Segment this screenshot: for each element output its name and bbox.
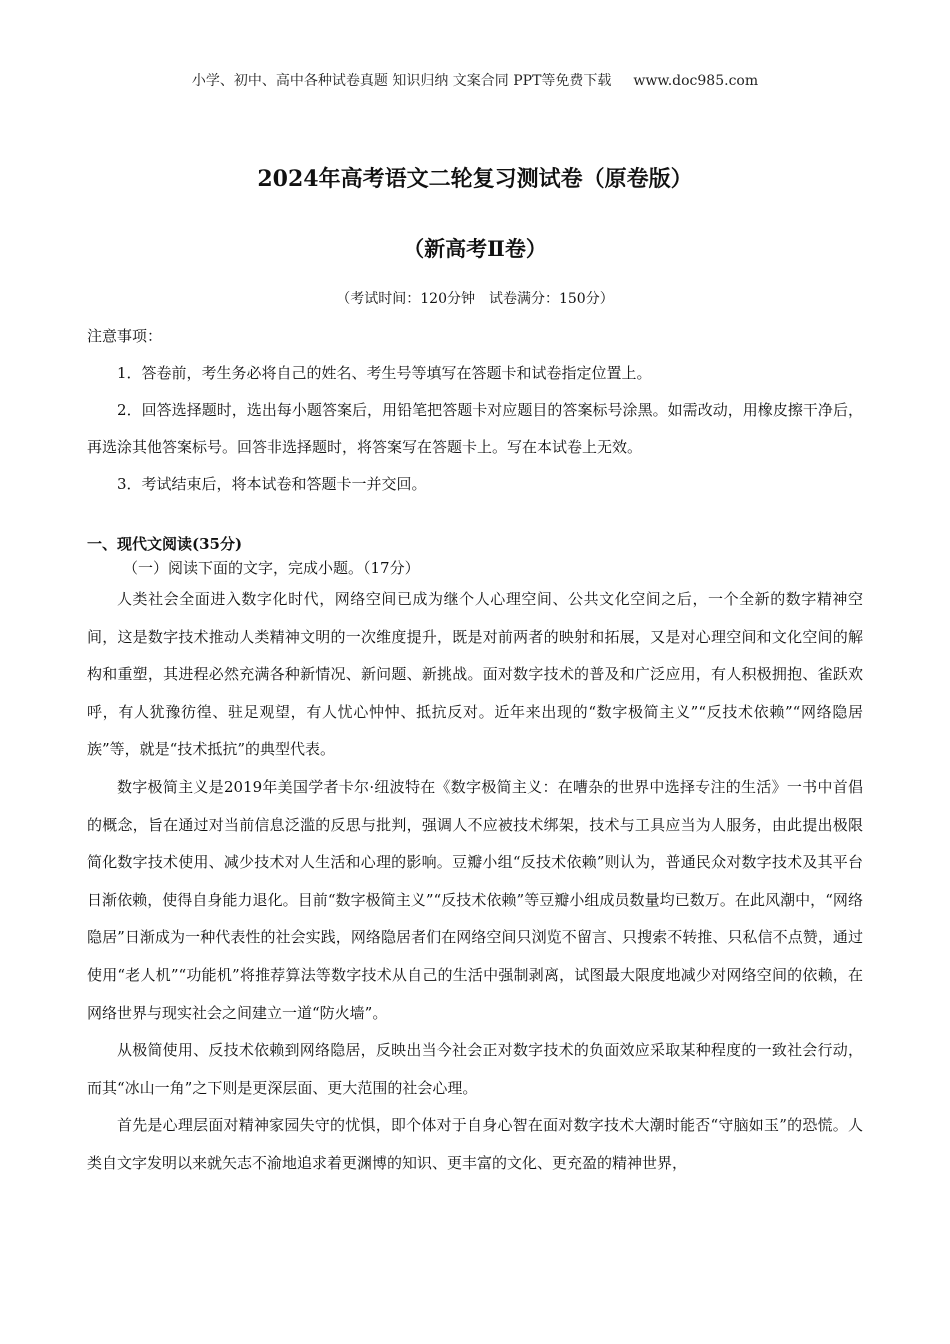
page-header (0, 70, 950, 90)
passage-paragraph: 数字极简主义是2019年美国学者卡尔·纽波特在《数字极简主义：在嘈杂的世界中选择专注的生活》一书中首倡的概念，旨在通过对当前信息泛滥的反思与批判，强调人不应被技术绑架，技术与工具应当为人服务，由此提出极限简化数字技术使用、减少技术对人生活和心理的影响。豆瓣小组“反技术依赖”则认为，普通民众对数字技术及其平台日渐依赖，使得自身能力退化。目前“数字极简主义”“反技术依赖”等豆瓣小组成员数量均已数万。在此风潮中，“网络隐居”日渐成为一种代表性的社会实践，网络隐居者们在网络空间只浏览不留言、只搜索不转推、只私信不点赞，通过使用“老人机”“功能机”将推荐算法等数字技术从自己的生活中强制剥离，试图最大限度地减少对网络空间的依赖，在网络世界与现实社会之间建立一道“防火墙”。 (87, 777, 863, 1022)
exam-title: 2024年高考语文二轮复习测试卷（原卷版） (257, 166, 693, 192)
exam-content (87, 318, 863, 1183)
notice-item: 2．回答选择题时，选出每小题答案后，用铅笔把答题卡对应题目的答案标号涂黑。如需改动，用橡皮擦干净后，再选涂其他答案标号。回答非选择题时，将答案写在答题卡上。写在本试卷上无效。 (87, 401, 863, 456)
notice-label: 注意事项： (87, 327, 163, 345)
part-title: （一）阅读下面的文字，完成小题。（17分） (123, 559, 420, 577)
header-text: 小学、初中、高中各种试卷真题 知识归纳 文案合同 PPT等免费下载 (191, 73, 612, 89)
passage-paragraph: 首先是心理层面对精神家园失守的忧惧，即个体对于自身心智在面对数字技术大潮时能否“守脑如玉”的恐慌。人类自文字发明以来就矢志不渝地追求着更渊博的知识、更丰富的文化、更充盈的精神世界， (87, 1116, 863, 1172)
passage-paragraph: 人类社会全面进入数字化时代，网络空间已成为继个人心理空间、公共文化空间之后，一个全新的数字精神空间，这是数字技术推动人类精神文明的一次维度提升，既是对前两者的映射和拓展，又是对心理空间和文化空间的解构和重塑，其进程必然充满各种新情况、新问题、新挑战。面对数字技术的普及和广泛应用，有人积极拥抱、雀跃欢呼，有人犹豫彷徨、驻足观望，有人忧心忡忡、抵抗反对。近年来出现的“数字极简主义”“反技术依赖”“网络隐居族”等，就是“技术抵抗”的典型代表。 (87, 590, 863, 759)
header-site-link[interactable]: www.doc985.com (633, 73, 759, 89)
notice-item: 1．答卷前，考生务必将自己的姓名、考生号等填写在答题卡和试卷指定位置上。 (117, 364, 652, 382)
section-title: 一、现代文阅读(35分) (87, 535, 243, 553)
exam-info: （考试时间：120分钟 试卷满分：150分） (336, 291, 614, 307)
notice-item: 3．考试结束后，将本试卷和答题卡一并交回。 (117, 475, 427, 493)
passage-paragraph: 从极简使用、反技术依赖到网络隐居，反映出当今社会正对数字技术的负面效应采取某种程度的一致社会行动，而其“冰山一角”之下则是更深层面、更大范围的社会心理。 (87, 1041, 863, 1097)
exam-subtitle: （新高考Ⅱ卷） (403, 236, 547, 261)
